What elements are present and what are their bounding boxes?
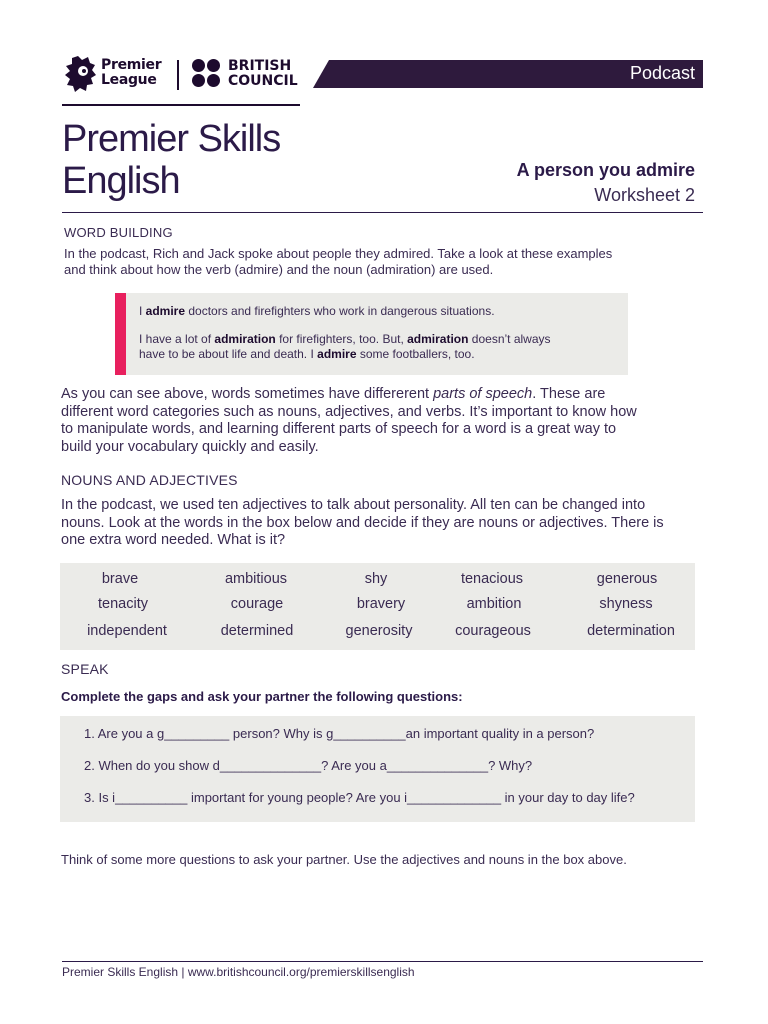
worksheet-title: A person you admire	[516, 160, 695, 180]
question-item: 3. Is i__________ important for young people? Are you i_____________ in your day to day life?	[84, 790, 635, 805]
paragraph-line: As you can see above, words sometimes have differerent parts of speech. These are	[61, 386, 606, 402]
word-item: determined	[220, 623, 294, 639]
intro-line: and think about how the verb (admire) and the noun (admiration) are used.	[64, 262, 494, 277]
parts-of-speech-paragraph	[61, 386, 637, 456]
word-item: courageous	[455, 623, 531, 639]
paragraph-line: nouns. Look at the words in the box below and decide if they are nouns or adjectives. There is	[61, 514, 664, 531]
word-item: shy	[364, 571, 388, 587]
podcast-label: Podcast	[629, 63, 695, 83]
footer-text: Premier Skills English | www.britishcouncil.org/premierskillsenglish	[62, 965, 415, 979]
example-accent-bar	[115, 293, 126, 375]
questions-box	[60, 716, 695, 822]
word-item: bravery	[356, 596, 406, 612]
british-council-dots-icon	[192, 59, 222, 89]
example-sentence-1: I admire doctors and firefighters who work in dangerous situations.	[139, 304, 495, 318]
nouns-adjectives-instructions	[61, 497, 664, 550]
word-item: tenacity	[98, 596, 148, 612]
example-sentence-3: have to be about life and death. I admire some footballers, too.	[139, 347, 475, 361]
speak-heading: SPEAK	[61, 661, 109, 677]
premier-league-logo	[64, 54, 174, 94]
example-box	[115, 293, 628, 375]
word-item: courage	[230, 596, 284, 612]
premier-league-line1: Premier	[101, 57, 162, 73]
page-title-line1: Premier Skills	[62, 118, 281, 160]
word-box	[60, 563, 695, 650]
paragraph-line: one extra word needed. What is it?	[61, 532, 286, 548]
podcast-banner	[313, 60, 703, 88]
word-item: tenacious	[460, 571, 524, 587]
title-divider	[62, 212, 703, 213]
british-council-wordmark	[228, 59, 298, 89]
word-item: ambitious	[224, 571, 288, 587]
word-item: generosity	[345, 623, 413, 639]
word-building-heading: WORD BUILDING	[64, 225, 173, 240]
nouns-adjectives-heading: NOUNS AND ADJECTIVES	[61, 472, 238, 488]
lion-icon	[64, 54, 98, 94]
premier-league-line2: League	[101, 72, 157, 88]
page-title	[62, 118, 280, 202]
paragraph-line: different word categories such as nouns, adjectives, and verbs. It’s important to know how	[61, 403, 637, 420]
page-title-line2: English	[62, 160, 180, 202]
british-council-logo	[192, 58, 302, 92]
word-item: brave	[101, 571, 139, 587]
intro-line: In the podcast, Rich and Jack spoke about people they admired. Take a look at these examples	[64, 246, 613, 261]
paragraph-line: In the podcast, we used ten adjectives to talk about personality. All ten can be changed into	[61, 497, 646, 513]
closing-instruction: Think of some more questions to ask your partner. Use the adjectives and nouns in the box above.	[61, 852, 627, 867]
word-item: independent	[87, 623, 167, 639]
word-item: ambition	[466, 596, 522, 612]
question-item: 1. Are you a g_________ person? Why is g__________an important quality in a person?	[84, 726, 595, 741]
worksheet-subtitle: Worksheet 2	[594, 185, 695, 205]
question-item: 2. When do you show d______________? Are you a______________? Why?	[84, 758, 533, 773]
header-divider	[62, 104, 300, 106]
british-council-line2: COUNCIL	[228, 73, 298, 89]
premier-league-wordmark	[101, 58, 161, 88]
word-building-intro	[64, 246, 612, 278]
example-sentence-2: I have a lot of admiration for firefighters, too. But, admiration doesn’t always	[139, 332, 551, 346]
paragraph-line: to manipulate words, and learning different parts of speech for a word is a great way to	[61, 421, 617, 437]
logo-divider	[177, 60, 179, 90]
paragraph-line: build your vocabulary quickly and easily.	[61, 438, 319, 455]
word-item: determination	[587, 623, 675, 639]
british-council-line1: BRITISH	[228, 58, 292, 74]
word-item: shyness	[599, 596, 653, 612]
footer-divider	[62, 961, 703, 962]
word-item: generous	[596, 571, 658, 587]
speak-instruction: Complete the gaps and ask your partner the following questions:	[61, 689, 463, 704]
